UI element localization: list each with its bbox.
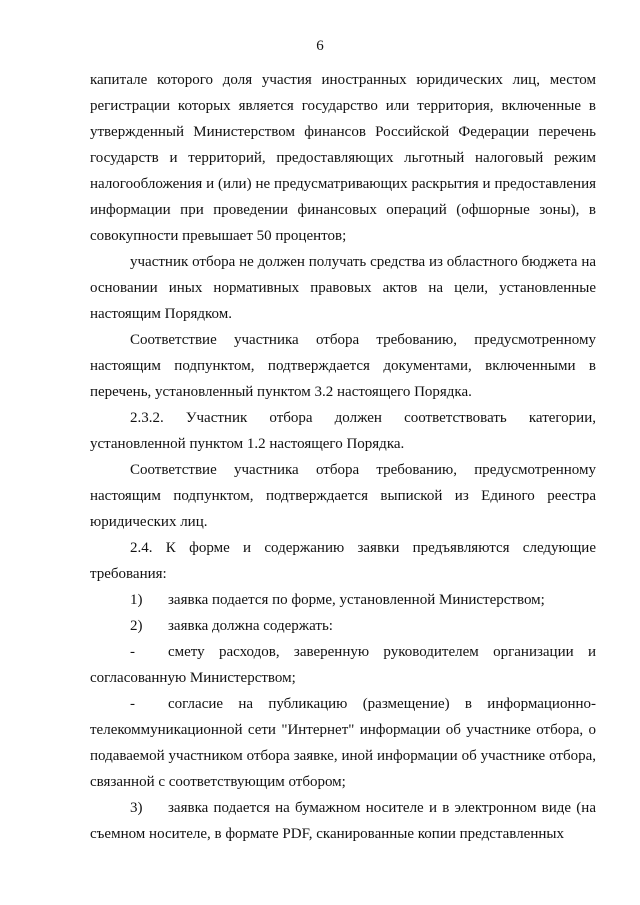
page-number: 6: [316, 38, 324, 54]
list-item-text: заявка подается по форме, установленной Министерством;: [168, 592, 545, 608]
paragraph-compliance-documents: Соответствие участника отбора требованию, предусмотренному настоящим подпунктом, подтверждается документами, включенными в перечень, установленный пунктом 3.2 настоящего Порядка.: [90, 332, 596, 400]
paragraph-2-3-2: 2.3.2. Участник отбора должен соответствовать категории, установленной пунктом 1.2 настоящего Порядка.: [90, 410, 596, 452]
list-marker: 1): [130, 592, 143, 608]
list-marker: 2): [130, 618, 143, 634]
list-marker: -: [130, 644, 135, 660]
list-item-text: согласие на публикацию (размещение) в информационно-телекоммуникационной сети "Интернет" информации об участнике отбора, о подаваемой участником отбора заявке, иной информации об участнике отбора, связанной с соответствующим отбором;: [90, 696, 596, 790]
list-item: [90, 613, 596, 639]
list-item: [90, 691, 596, 795]
document-body: [90, 67, 596, 847]
list-item-text: заявка подается на бумажном носителе и в электронном виде (на съемном носителе, в формате PDF, сканированные копии представленных: [90, 800, 596, 842]
list-item-text: заявка должна содержать:: [168, 618, 333, 634]
list-item: [90, 795, 596, 847]
list-marker: -: [130, 696, 135, 712]
list-item: [90, 639, 596, 691]
paragraph-regional-budget: участник отбора не должен получать средства из областного бюджета на основании иных нормативных правовых актов на цели, установленные настоящим Порядком.: [90, 254, 596, 322]
paragraph-2-4: 2.4. К форме и содержанию заявки предъявляются следующие требования:: [90, 540, 596, 582]
paragraph-compliance-registry: Соответствие участника отбора требованию, предусмотренному настоящим подпунктом, подтверждается выпиской из Единого реестра юридических лиц.: [90, 462, 596, 530]
list-marker: 3): [130, 800, 143, 816]
paragraph-offshore-condition: капитале которого доля участия иностранных юридических лиц, местом регистрации которых является государство или территория, включенные в утвержденный Министерством финансов Российской Федерации перечень государств и территорий, предоставляющих льготный налоговый режим налогообложения и (или) не предусматривающих раскрытия и предоставления информации при проведении финансовых операций (офшорные зоны), в совокупности превышает 50 процентов;: [90, 72, 596, 244]
list-item: [90, 587, 596, 613]
list-item-text: смету расходов, заверенную руководителем организации и согласованную Министерством;: [90, 644, 596, 686]
